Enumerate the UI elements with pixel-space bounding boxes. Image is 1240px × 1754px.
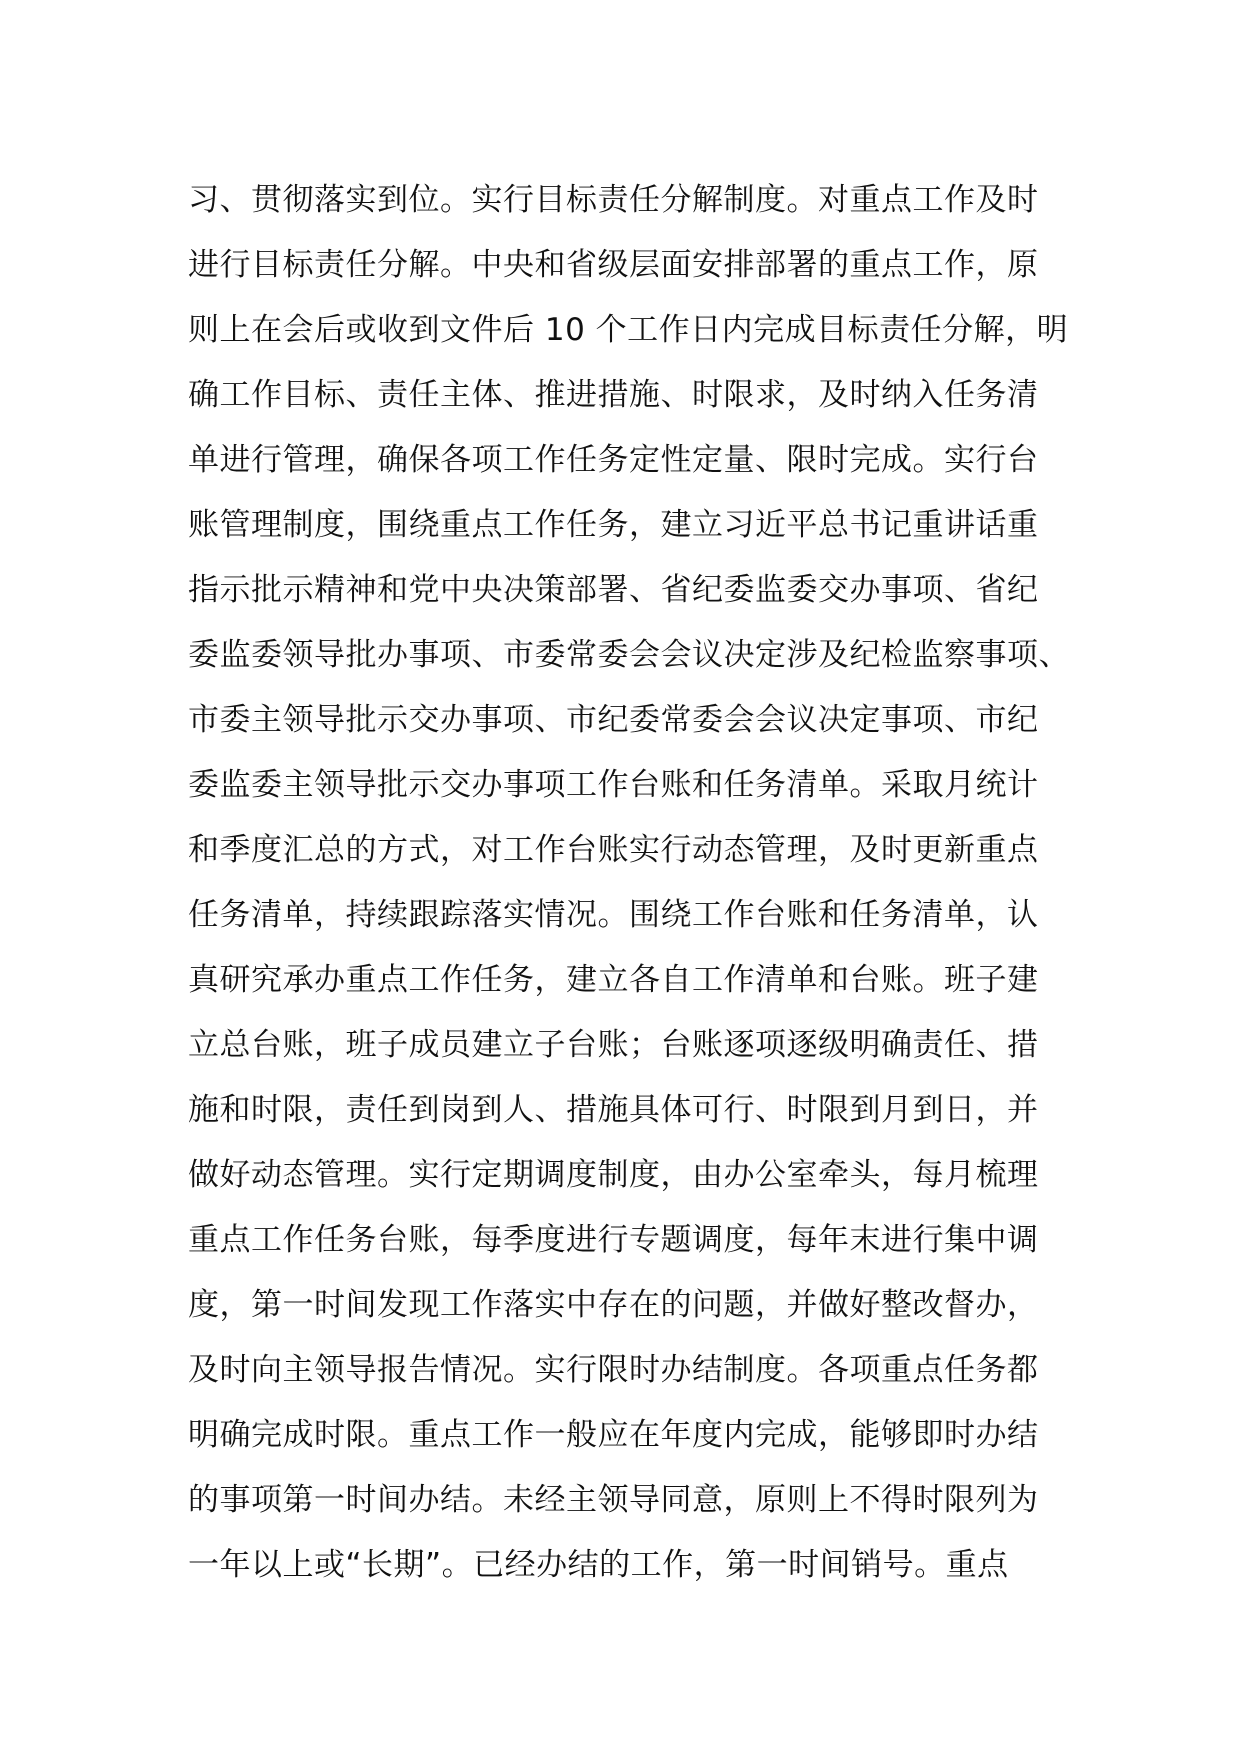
text-line: 做好动态管理。实行定期调度制度，由办公室牵头，每月梳理 <box>188 1157 1039 1193</box>
text-line: 确工作目标、责任主体、推进措施、时限求，及时纳入任务清 <box>188 377 1039 413</box>
text-line: 单进行管理，确保各项工作任务定性定量、限时完成。实行台 <box>188 442 1039 478</box>
text-line: 账管理制度，围绕重点工作任务，建立习近平总书记重讲话重 <box>188 507 1039 543</box>
text-line: 则上在会后或收到文件后 10 个工作日内完成目标责任分解，明 <box>188 312 1069 348</box>
text-line: 委监委主领导批示交办事项工作台账和任务清单。采取月统计 <box>188 767 1039 803</box>
text-line: 重点工作任务台账，每季度进行专题调度，每年末进行集中调 <box>188 1222 1039 1258</box>
body-paragraph <box>188 168 1068 1598</box>
text-line: 和季度汇总的方式，对工作台账实行动态管理，及时更新重点 <box>188 832 1039 868</box>
text-line: 一年以上或“长期”。已经办结的工作，第一时间销号。重点 <box>188 1547 1009 1583</box>
text-line: 施和时限，责任到岗到人、措施具体可行、时限到月到日，并 <box>188 1092 1039 1128</box>
text-line: 市委主领导批示交办事项、市纪委常委会会议决定事项、市纪 <box>188 702 1039 738</box>
text-line: 立总台账，班子成员建立子台账；台账逐项逐级明确责任、措 <box>188 1027 1039 1063</box>
text-line: 真研究承办重点工作任务，建立各自工作清单和台账。班子建 <box>188 962 1039 998</box>
text-line: 委监委领导批办事项、市委常委会会议决定涉及纪检监察事项、 <box>188 637 1070 673</box>
text-line: 任务清单，持续跟踪落实情况。围绕工作台账和任务清单，认 <box>188 897 1039 933</box>
text-line: 及时向主领导报告情况。实行限时办结制度。各项重点任务都 <box>188 1352 1039 1388</box>
text-line: 指示批示精神和党中央决策部署、省纪委监委交办事项、省纪 <box>188 572 1039 608</box>
text-line: 度，第一时间发现工作落实中存在的问题，并做好整改督办， <box>188 1287 1039 1323</box>
text-line: 的事项第一时间办结。未经主领导同意，原则上不得时限列为 <box>188 1482 1039 1518</box>
text-line: 明确完成时限。重点工作一般应在年度内完成，能够即时办结 <box>188 1417 1039 1453</box>
text-line: 进行目标责任分解。中央和省级层面安排部署的重点工作，原 <box>188 247 1039 283</box>
text-line: 习、贯彻落实到位。实行目标责任分解制度。对重点工作及时 <box>188 182 1039 218</box>
